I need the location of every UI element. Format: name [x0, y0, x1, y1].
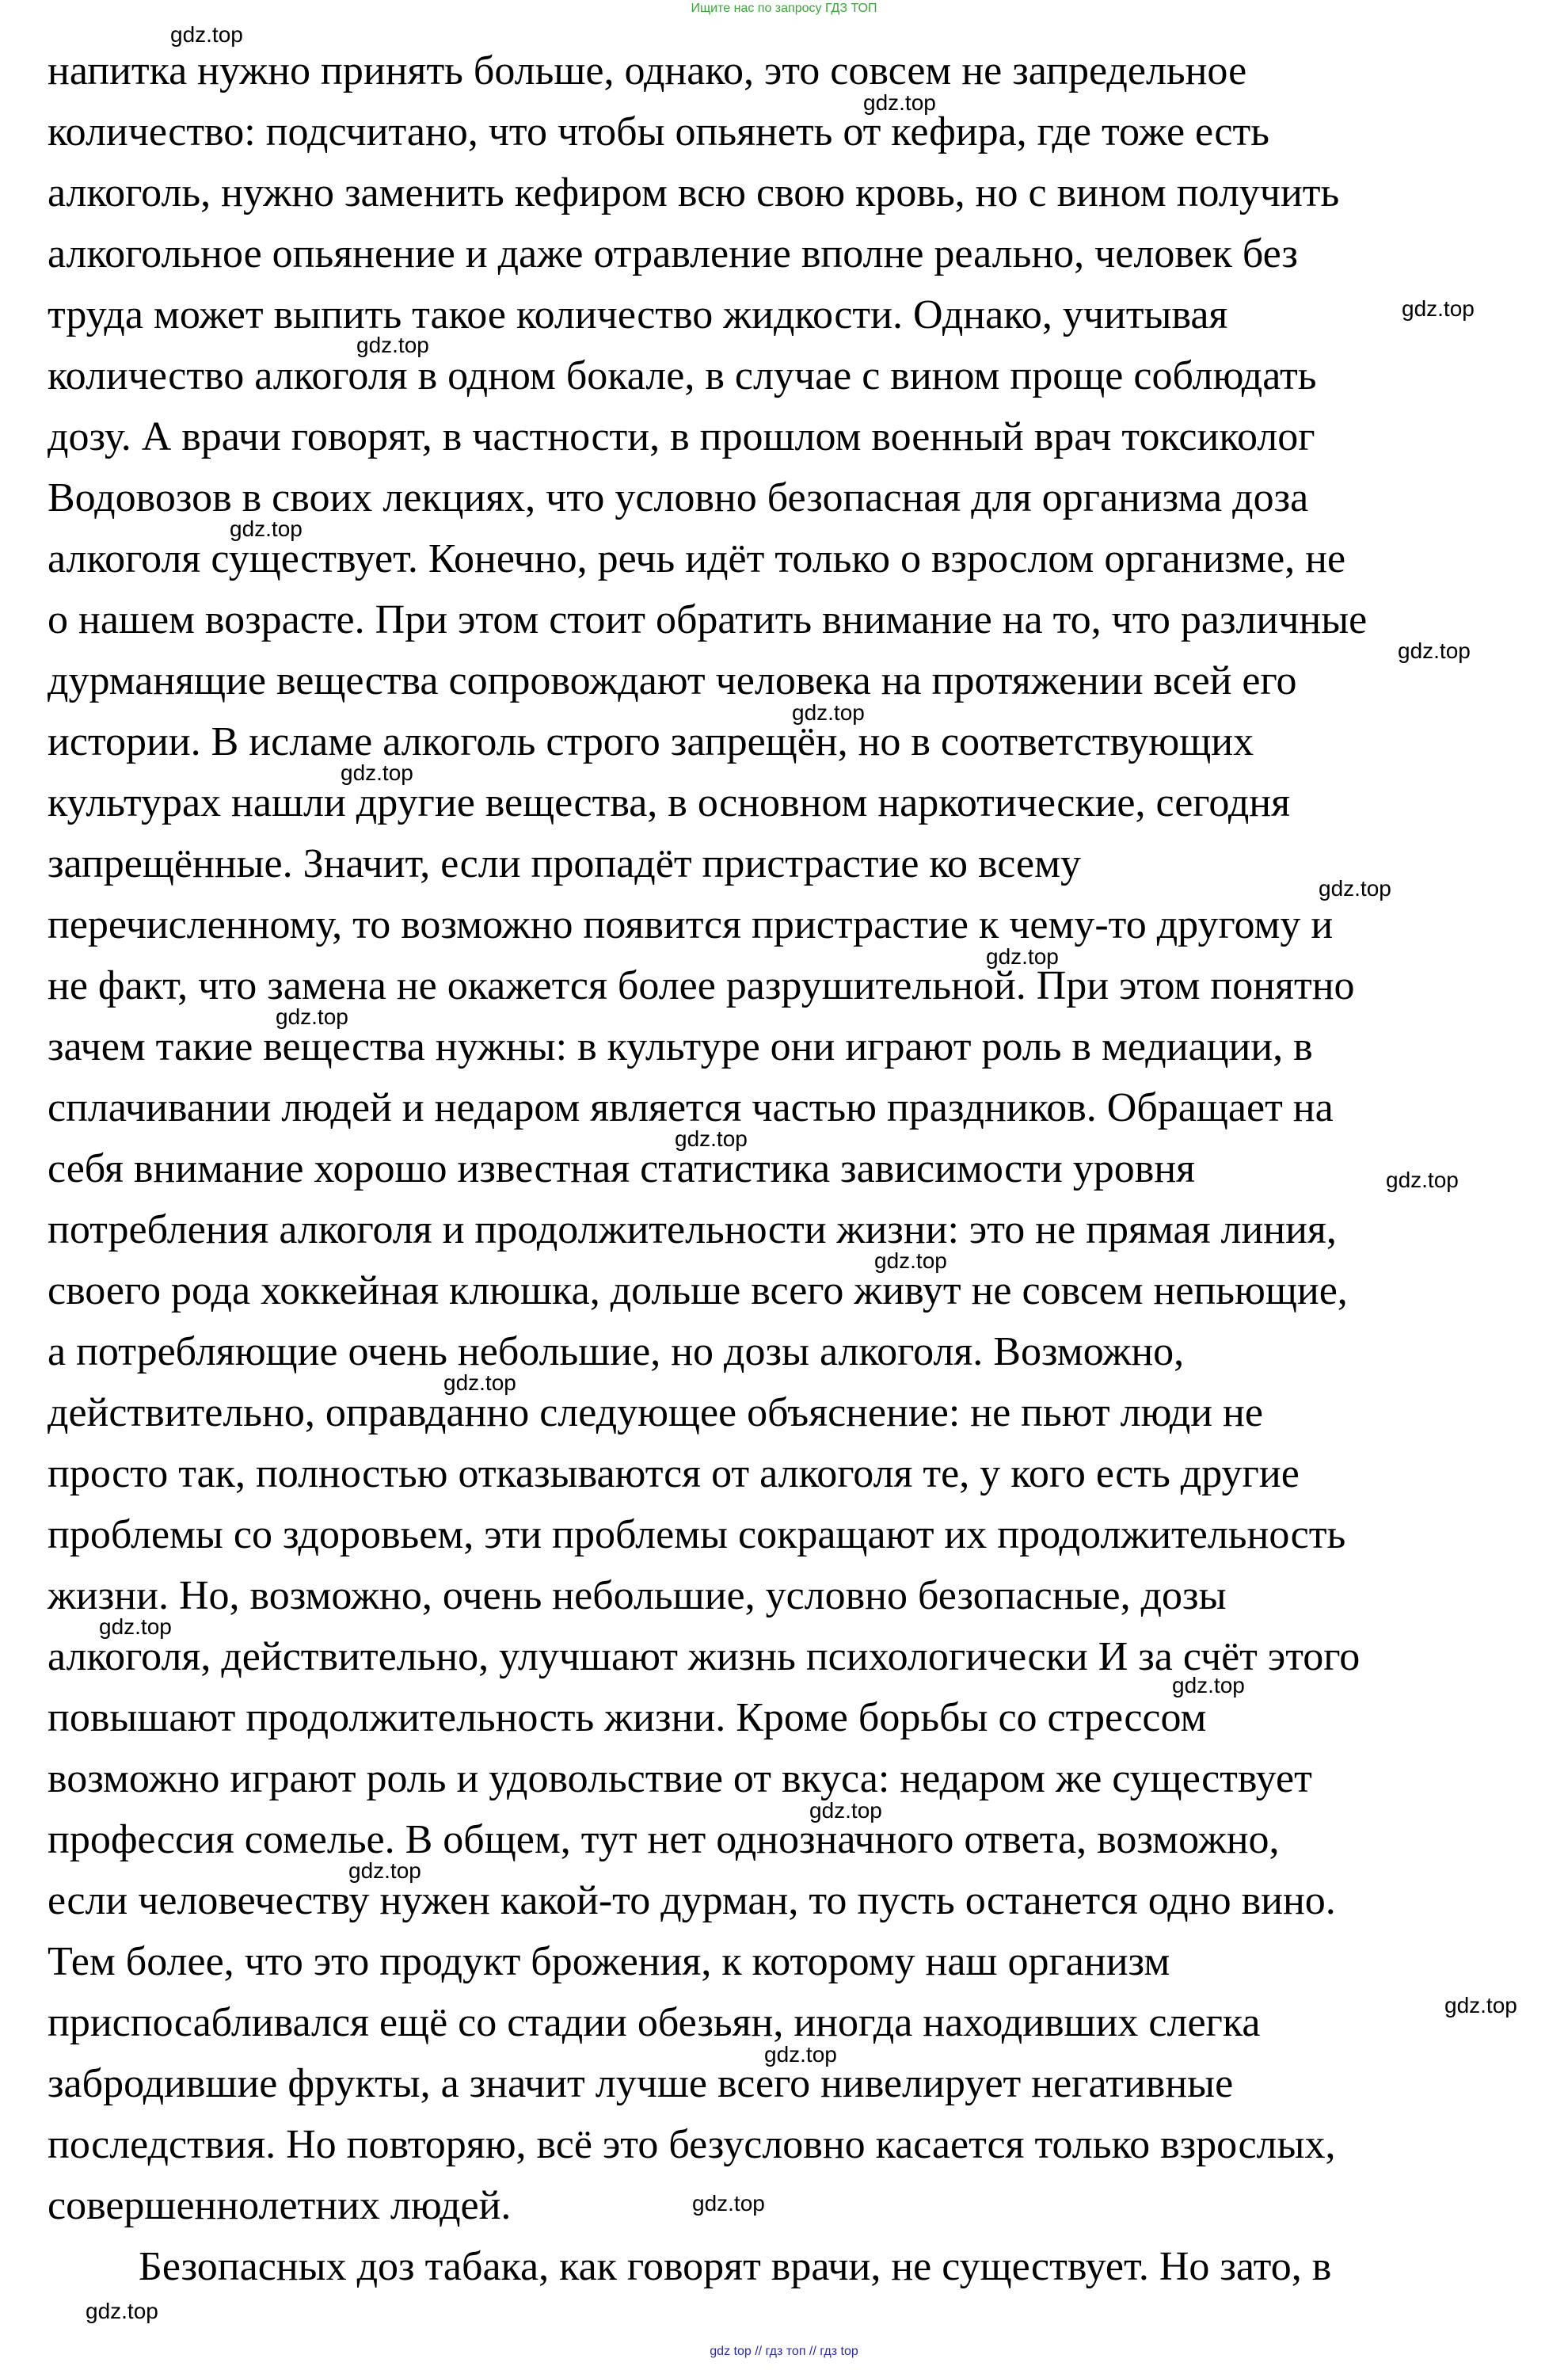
text-line: количество алкоголя в одном бокале, в случае с вином проще соблюдать — [48, 353, 1317, 398]
text-line: дозу. А врачи говорят, в частности, в прошлом военный врач токсиколог — [48, 414, 1315, 459]
text-line: приспосабливался ещё со стадии обезьян, иногда находивших слегка — [48, 2000, 1261, 2045]
watermark: gdz.top — [356, 333, 429, 357]
watermark: gdz.top — [986, 944, 1059, 969]
text-line: алкоголя существует. Конечно, речь идёт только о взрослом организме, не — [48, 536, 1346, 581]
text-line: просто так, полностью отказываются от алкоголя те, у кого есть другие — [48, 1451, 1300, 1496]
text-line: перечисленному, то возможно появится пристрастие к чему-то другому и — [48, 902, 1334, 947]
text-line: своего рода хоккейная клюшка, дольше всего живут не совсем непьющие, — [48, 1268, 1348, 1313]
text-line: Тем более, что это продукт брожения, к которому наш организм — [48, 1939, 1170, 1984]
footer-note: gdz top // гдз топ // гдз top — [710, 2345, 858, 2358]
watermark: gdz.top — [230, 516, 303, 541]
text-line: сплачивании людей и недаром является частью праздников. Обращает на — [48, 1085, 1334, 1130]
watermark: gdz.top — [1402, 296, 1475, 321]
text-line: труда может выпить такое количество жидкости. Однако, учитывая — [48, 292, 1228, 337]
text-line: если человечеству нужен какой-то дурман, то пусть останется одно вино. — [48, 1878, 1336, 1923]
text-line: запрещённые. Значит, если пропадёт пристрастие ко всему — [48, 841, 1082, 886]
text-line: проблемы со здоровьем, эти проблемы сокращают их продолжительность — [48, 1512, 1346, 1557]
text-line: жизни. Но, возможно, очень небольшие, условно безопасные, дозы — [48, 1573, 1227, 1618]
watermark: gdz.top — [792, 700, 865, 725]
text-line: Безопасных доз табака, как говорят врачи, не существует. Но зато, в — [139, 2244, 1332, 2289]
text-line: совершеннолетних людей. — [48, 2183, 512, 2228]
text-line: потребления алкоголя и продолжительности жизни: это не прямая линия, — [48, 1207, 1337, 1252]
text-line: Водовозов в своих лекциях, что условно безопасная для организма доза — [48, 475, 1309, 520]
text-line: повышают продолжительность жизни. Кроме борьбы со стрессом — [48, 1695, 1207, 1740]
watermark: gdz.top — [1386, 1168, 1459, 1192]
watermark: gdz.top — [1172, 1673, 1245, 1697]
text-line: профессия сомелье. В общем, тут нет однозначного ответа, возможно, — [48, 1817, 1280, 1862]
text-line: алкоголя, действительно, улучшают жизнь психологически И за счёт этого — [48, 1634, 1361, 1679]
text-line: количество: подсчитано, что чтобы опьянеть от кефира, где тоже есть — [48, 109, 1269, 154]
watermark: gdz.top — [863, 90, 936, 115]
text-line: действительно, оправданно следующее объяснение: не пьют люди не — [48, 1390, 1263, 1435]
watermark: gdz.top — [809, 1798, 882, 1823]
watermark: gdz.top — [443, 1370, 516, 1395]
text-line: напитка нужно принять больше, однако, это совсем не запредельное — [48, 48, 1247, 93]
text-line: культурах нашли другие вещества, в основном наркотические, сегодня — [48, 780, 1291, 825]
watermark: gdz.top — [1319, 876, 1391, 901]
text-line: не факт, что замена не окажется более разрушительной. При этом понятно — [48, 963, 1355, 1008]
text-line: себя внимание хорошо известная статистика зависимости уровня — [48, 1146, 1196, 1191]
text-line: истории. В исламе алкоголь строго запрещён, но в соответствующих — [48, 719, 1254, 764]
watermark: gdz.top — [1398, 638, 1471, 663]
text-line: алкогольное опьянение и даже отравление вполне реально, человек без — [48, 231, 1298, 276]
watermark: gdz.top — [86, 2299, 158, 2323]
text-line: алкоголь, нужно заменить кефиром всю свою кровь, но с вином получить — [48, 170, 1340, 215]
text-line: о нашем возрасте. При этом стоит обратить внимание на то, что различные — [48, 597, 1368, 642]
text-line: возможно играют роль и удовольствие от вкуса: недаром же существует — [48, 1756, 1312, 1801]
text-line: последствия. Но повторяю, всё это безусловно касается только взрослых, — [48, 2122, 1336, 2167]
header-note: Ищите нас по запросу ГДЗ ТОП — [691, 2, 877, 15]
watermark: gdz.top — [341, 760, 413, 785]
watermark: gdz.top — [675, 1126, 748, 1151]
text-line: дурманящие вещества сопровождают человека на протяжении всей его — [48, 658, 1297, 703]
watermark: gdz.top — [276, 1004, 348, 1029]
watermark: gdz.top — [874, 1248, 947, 1273]
watermark: gdz.top — [764, 2042, 837, 2067]
watermark: gdz.top — [99, 1614, 172, 1639]
watermark: gdz.top — [1444, 1993, 1517, 2018]
watermark: gdz.top — [170, 22, 243, 47]
watermark: gdz.top — [692, 2191, 765, 2216]
text-line: забродившие фрукты, а значит лучше всего нивелирует негативные — [48, 2061, 1234, 2106]
watermark: gdz.top — [348, 1858, 421, 1883]
text-line: а потребляющие очень небольшие, но дозы алкоголя. Возможно, — [48, 1329, 1185, 1374]
text-line: зачем такие вещества нужны: в культуре они играют роль в медиации, в — [48, 1024, 1313, 1069]
